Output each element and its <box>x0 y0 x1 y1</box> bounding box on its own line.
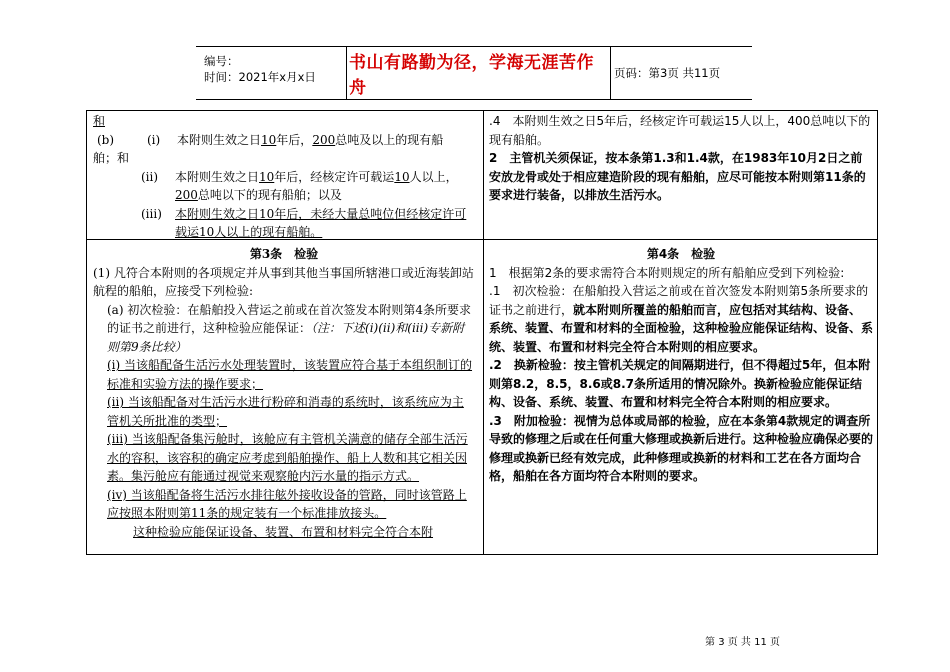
list-item: (i) 当该船配备生活污水处理装置时，该装置应符合基于本组织制订的标准和实验方法的操作要求； <box>107 358 473 391</box>
number-label: 编号： <box>204 54 239 68</box>
section-title: 第4条 检验 <box>646 247 716 261</box>
item-iii <box>93 205 475 242</box>
item-label: (i) <box>147 132 161 147</box>
cell-left-bottom <box>93 245 475 541</box>
header-page-label: 页码：第3页 共11页 <box>614 66 721 80</box>
item-text: 本附则生效之日10年后，未经大量总吨位但经核定许可载运10人以上的现有船舶。 <box>175 206 467 239</box>
paragraph: (a) 初次检验：在船舶投入营运之前或在首次签发本附则第4条所要求的证书之前进行，这种检验应能保证：（注：下述(i)(ii)和(iii)专新附则第9条比较） <box>107 302 471 354</box>
paragraph: (1) 凡符合本附则的各项规定并从事到其他当事国所辖港口或近海装卸站航程的船舶，应接受下列检验: <box>93 265 474 298</box>
page-header <box>196 46 752 100</box>
page-footer: 第 3 页 共 11 页 <box>705 637 780 648</box>
paragraph: .3 附加检验：视情为总体或局部的检验，应在本条第4款规定的调查所导致的修理之后或在任何重大修理或换新后进行。这种检验应确保必要的修理或换新已经有效完成，此种修理或换新的材料和工艺在各方面均合格，船舶在各方面均符合本附则的要求。 <box>489 413 874 483</box>
header-divider <box>346 47 347 99</box>
paragraph: .4 本附则生效之日5年后，经核定许可载运15人以上，400总吨以下的现有船舶。 <box>489 114 871 147</box>
item-b <box>93 131 475 150</box>
item-text: 本附则生效之日10年后，200总吨及以上的现有船 <box>177 132 444 147</box>
list-item: (ii) 当该船配备对生活污水进行粉碎和消毒的系统时，该系统应为主管机关所批准的类型； <box>107 395 464 428</box>
item-label: (iii) <box>141 206 162 221</box>
item-label: (b) <box>97 132 115 147</box>
list-item: (iv) 当该船配备将生活污水排往舷外接收设备的管路，同时该管路上应按照本附则第11条的规定装有一个标准排放接头。 <box>107 487 467 520</box>
item-text: 舶；和 <box>93 151 130 165</box>
header-divider <box>610 47 611 99</box>
column-divider <box>483 111 484 554</box>
paragraph: .2 换新检验：按主管机关规定的间隔期进行，但不得超过5年，但本附则第8.2，8.5，8.6或8.7条所适用的情况除外。换新检验应能保证结构、设备、系统、装置、布置和材料完全符合本附则的相应要求。 <box>489 358 871 409</box>
item-ii <box>93 168 475 205</box>
header-motto: 书山有路勤为径，学海无涯苦作舟 <box>349 53 594 98</box>
time-label: 时间：2021年x月x日 <box>204 70 316 84</box>
content-table <box>86 110 878 555</box>
item-label: (ii) <box>141 169 159 184</box>
paragraph: 2 主管机关须保证，按本条第1.3和1.4款，在1983年10月2日之前安放龙骨或处于相应建造阶段的现有船舶，应尽可能按本附则第11条的要求进行装备，以排放生活污水。 <box>489 151 866 202</box>
header-meta <box>204 53 316 85</box>
cell-right-bottom <box>489 245 873 486</box>
paragraph: 1 根据第2条的要求需符合本附则规定的所有船舶应受到下列检验: <box>489 265 845 280</box>
item-text: 本附则生效之日10年后，经核定许可载运10人以上，200总吨以下的现有船舶；以及 <box>175 169 458 202</box>
section-title: 第3条 检验 <box>249 247 319 261</box>
cell-left-top <box>93 112 475 242</box>
list-item: (iii) 当该船配备集污舱时，该舱应有主管机关满意的储存全部生活污水的容积，该容积的确定应考虑到船舶操作、船上人数和其它相关因素。集污舱应有能通过视觉来观察舱内污水量的指示方式。 <box>107 432 468 483</box>
text-fragment: 和 <box>93 114 106 128</box>
paragraph: 这种检验应能保证设备、装置、布置和材料完全符合本附 <box>133 524 434 539</box>
paragraph: .1 初次检验：在船舶投入营运之前或在首次签发本附则第5条所要求的证书之前进行，就本附则所覆盖的船舶而言，应包括对其结构、设备、系统、装置、布置和材料的全面检验，这种检验应能保证结构、设备、系统、装置、布置和材料完全符合本附则的相应要求。 <box>489 284 874 354</box>
cell-right-top <box>489 112 873 205</box>
